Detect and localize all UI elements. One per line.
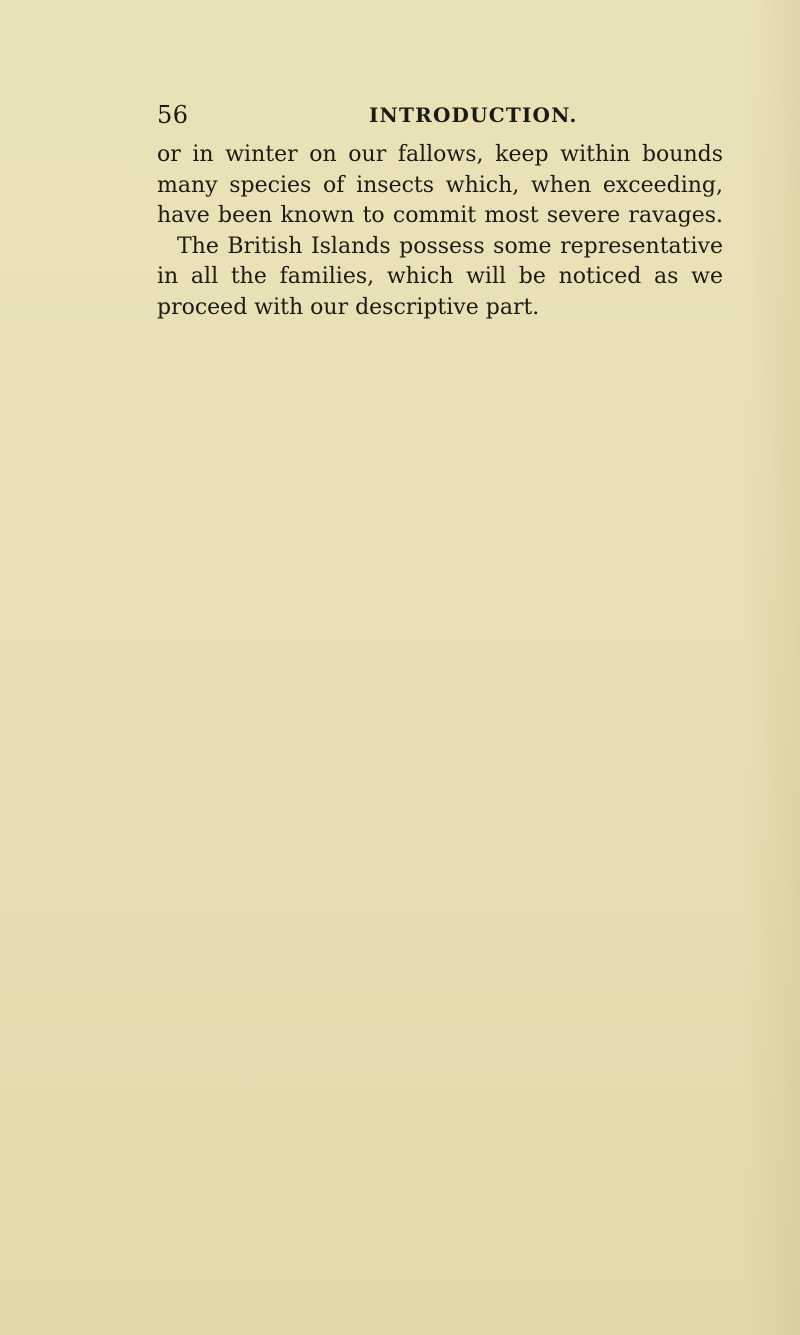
- text-line: in all the families, which will be noticed as we: [157, 264, 723, 289]
- body-text: [157, 140, 723, 323]
- text-line: many species of insects which, when exceeding,: [157, 172, 723, 198]
- page-number: 56: [157, 101, 189, 129]
- text-line: or in winter on our fallows, keep within bounds: [157, 142, 723, 167]
- page-header: [157, 98, 713, 132]
- text-line: proceed with our descriptive part.: [157, 294, 540, 320]
- running-head: INTRODUCTION.: [369, 103, 578, 127]
- text-line: The British Islands possess some representative: [177, 233, 723, 259]
- text-line: have been known to commit most severe ravages.: [157, 203, 723, 228]
